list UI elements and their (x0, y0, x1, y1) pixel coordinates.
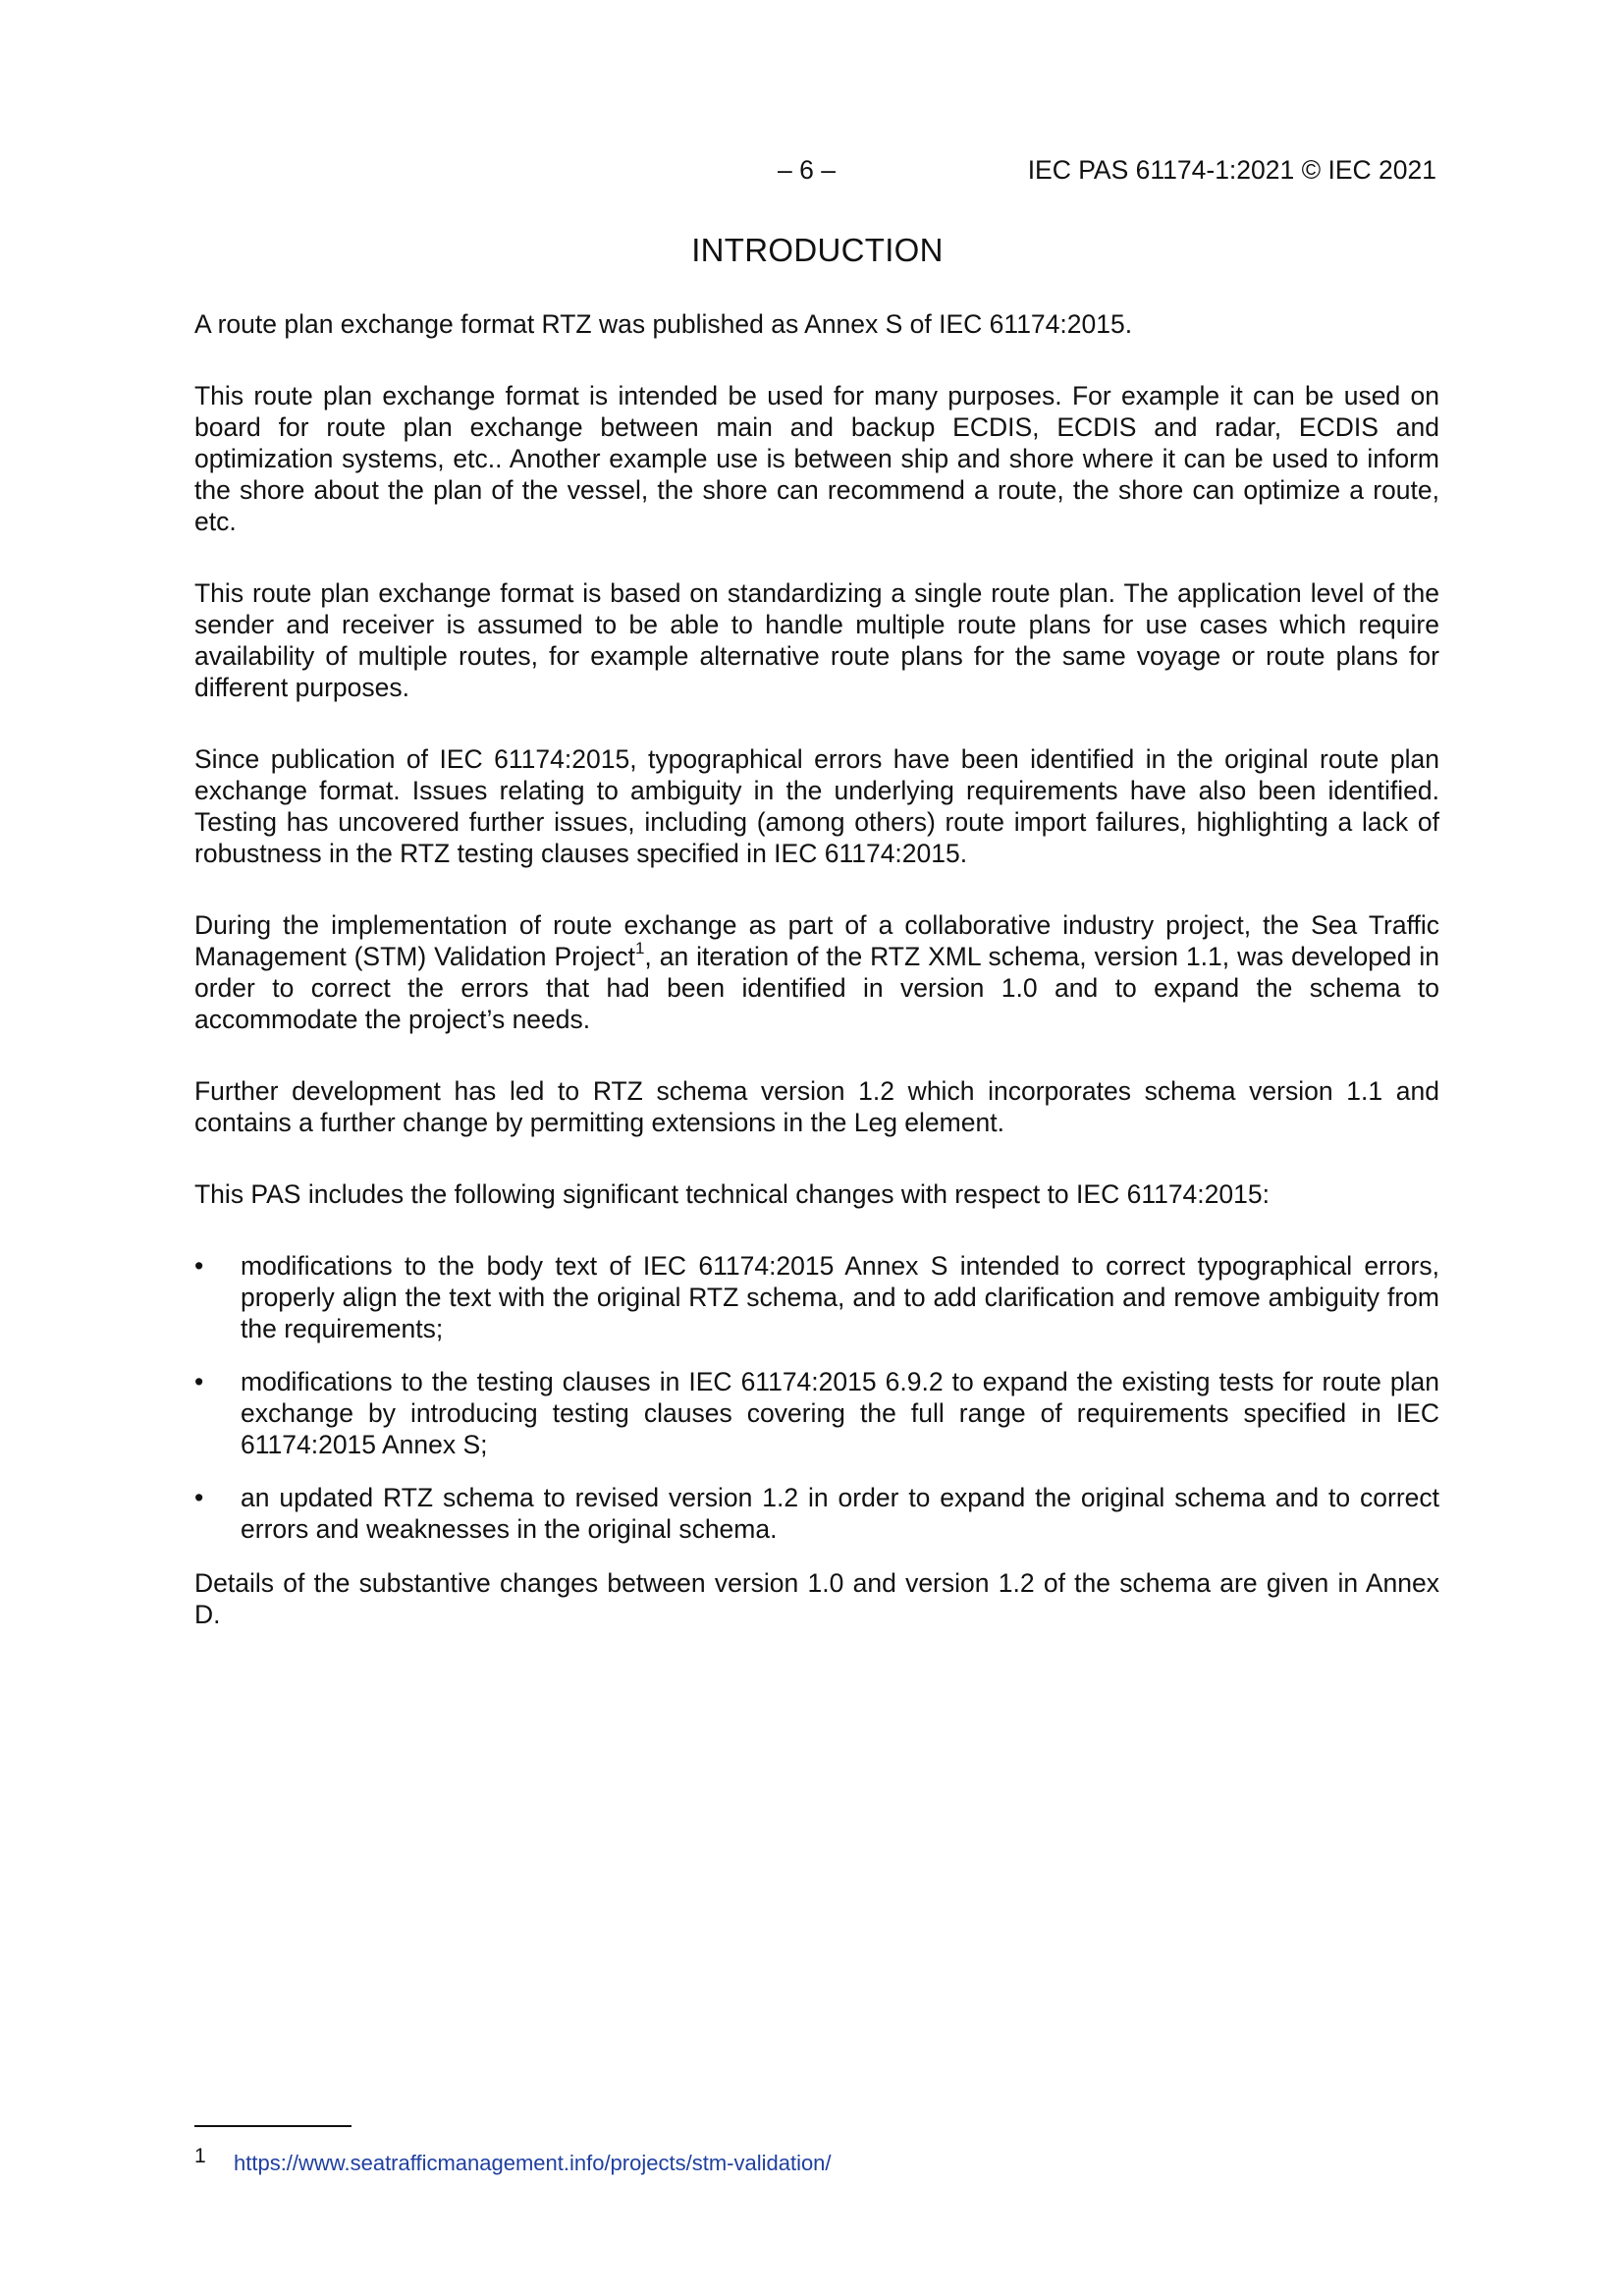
list-item-text: modifications to the body text of IEC 61174:2015 Annex S intended to correct typographical errors, properly align the text with the original RTZ schema, and to add clarification and remove ambiguity from the requirements; (241, 1251, 1439, 1343)
list-item (194, 1366, 1439, 1460)
footnote-link[interactable]: https://www.seatrafficmanagement.info/projects/stm-validation/ (234, 2151, 832, 2175)
list-item (194, 1250, 1439, 1344)
bullet-icon: • (194, 1367, 204, 1396)
document-reference: IEC PAS 61174-1:2021 © IEC 2021 (1027, 155, 1436, 185)
changes-list (194, 1250, 1439, 1545)
paragraph-closing: Details of the substantive changes between version 1.0 and version 1.2 of the schema are given in Annex D. (194, 1568, 1439, 1629)
body-text (194, 308, 1439, 1670)
paragraph-further-development: Further development has led to RTZ schema version 1.2 which incorporates schema version 1.1 and contains a further change by permitting extensions in the Leg element. (194, 1076, 1439, 1137)
stm-text-after: , an iteration of the RTZ XML schema, version 1.1, was developed in order to correct the errors that had been identified in version 1.0 and to expand the schema to accommodate the project’s needs. (194, 942, 1439, 1034)
page-number: – 6 – (778, 155, 836, 185)
bullet-icon: • (194, 1251, 204, 1281)
list-item-text: modifications to the testing clauses in IEC 61174:2015 6.9.2 to expand the existing tests for route plan exchange by introducing testing clauses covering the full range of requirements specified in IEC 61174:2015 Annex S; (241, 1367, 1439, 1459)
list-item-text: an updated RTZ schema to revised version 1.2 in order to expand the original schema and to correct errors and weaknesses in the original schema. (241, 1483, 1439, 1544)
footnote-divider (194, 2125, 352, 2127)
paragraph-errors: Since publication of IEC 61174:2015, typographical errors have been identified in the original route plan exchange format. Issues relating to ambiguity in the underlying requirements have also been identified. Testing has uncovered further issues, including (among others) route import failures, highlighting a lack of robustness in the RTZ testing clauses specified in IEC 61174:2015. (194, 744, 1439, 868)
stm-text-before: During the implementation of route exchange as part of a collaborative industry project, the Sea Traffic Management (STM) Validation Project (194, 910, 1439, 971)
paragraph-changes-intro: This PAS includes the following significant technical changes with respect to IEC 61174:2015: (194, 1179, 1270, 1209)
paragraph-rtz-published: A route plan exchange format RTZ was published as Annex S of IEC 61174:2015. (194, 309, 1133, 339)
list-item (194, 1482, 1439, 1545)
bullet-icon: • (194, 1483, 204, 1512)
page-header (0, 155, 1623, 191)
section-title: INTRODUCTION (691, 232, 944, 268)
footnote-number: 1 (194, 2145, 206, 2167)
footnote-reference: 1 (634, 939, 645, 958)
paragraph-stm-project (194, 909, 1439, 1035)
paragraph-purposes: This route plan exchange format is intended be used for many purposes. For example it can be used on board for route plan exchange between main and backup ECDIS, ECDIS and radar, ECDIS and optimization systems, etc.. Another example use is between ship and shore where it can be used to inform the shore about the plan of the vessel, the shore can recommend a route, the shore can optimize a route, etc. (194, 381, 1439, 536)
paragraph-single-route: This route plan exchange format is based on standardizing a single route plan. The application level of the sender and receiver is assumed to be able to handle multiple route plans for use cases which require availability of multiple routes, for example alternative route plans for the same voyage or route plans for different purposes. (194, 578, 1439, 702)
